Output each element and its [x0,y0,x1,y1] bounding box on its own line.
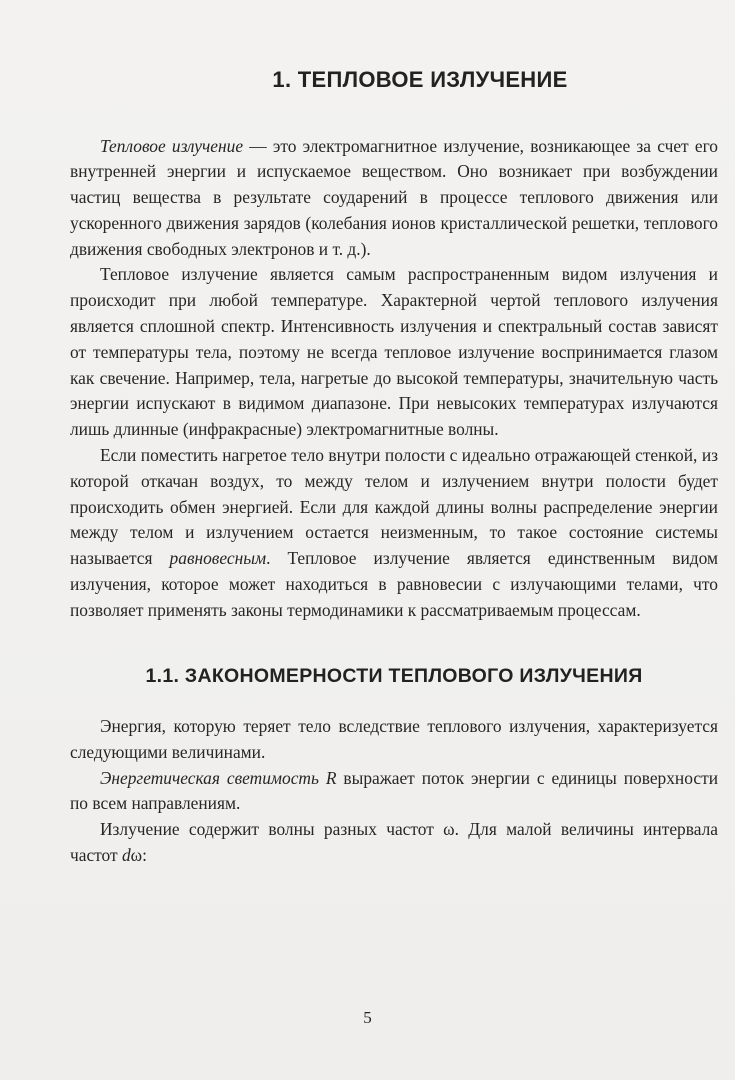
paragraph-equilibrium-text-start: Если поместить нагретое тело внутри полости с идеально отражающей стенкой, из которой откачан воздух, то между телом и излучением внутри полости будет происходить обмен энергией. Если для каждой длины волны распределение энергии между телом и излучением остается неизменным, то такое состояние системы называется [70,445,718,569]
term-differential: d [121,845,131,865]
chapter-intro [70,134,718,624]
paragraph-luminosity-text: выражает поток энергии с единицы поверхности по всем направлениям. [70,767,718,814]
page-number: 5 [363,1008,372,1027]
paragraph-frequencies [70,817,718,869]
term-equilibrium: равновесным [169,548,267,569]
paragraph-definition-text: — это электромагнитное излучение, возникающее за счет его внутренней энергии и испускаемое веществом. Оно возникает при возбуждении частиц вещества в результате соударений в процессе теплового движения или ускоренного движения зарядов (колебания ионов кристаллической решетки, теплового движения свободных электронов и т. д.). [70,135,718,259]
section-body [70,714,718,869]
term-thermal-radiation: Тепловое излучение [100,135,244,156]
paragraph-definition [70,134,718,263]
paragraph-luminosity [70,766,718,818]
chapter-title: 1. ТЕПЛОВОЕ ИЗЛУЧЕНИЕ [272,67,568,92]
section-title: 1.1. ЗАКОНОМЕРНОСТИ ТЕПЛОВОГО ИЗЛУЧЕНИЯ [145,664,643,687]
paragraph-equilibrium [70,443,718,624]
paragraph-energy: Энергия, которую теряет тело вследствие теплового излучения, характеризуется следующими величинами. [70,716,718,762]
paragraph-frequencies-end: ω: [130,845,147,865]
page-content [70,66,718,869]
paragraph-frequencies-text: Излучение содержит волны разных частот ω. Для малой величины интервала частот [70,819,718,865]
term-energy-luminosity: Энергетическая светимость R [100,767,337,788]
paragraph-spectrum: Тепловое излучение является самым распространенным видом излучения и происходит при любой температуре. Характерной чертой теплового излучения является сплошной спектр. Интенсивность излучения и спектральный состав зависят от температуры тела, поэтому не всегда тепловое излучение воспринимается глазом как свечение. Например, тела, нагретые до высокой температуры, значительную часть энергии испускают в видимом диапазоне. При невысоких температурах излучаются лишь длинные (инфракрасные) электромагнитные волны. [70,264,718,440]
paragraph-equilibrium-text-end: . Тепловое излучение является единственным видом излучения, которое может находиться в равновесии с излучающими телами, что позволяет применять законы термодинамики к рассматриваемым процессам. [70,548,718,620]
